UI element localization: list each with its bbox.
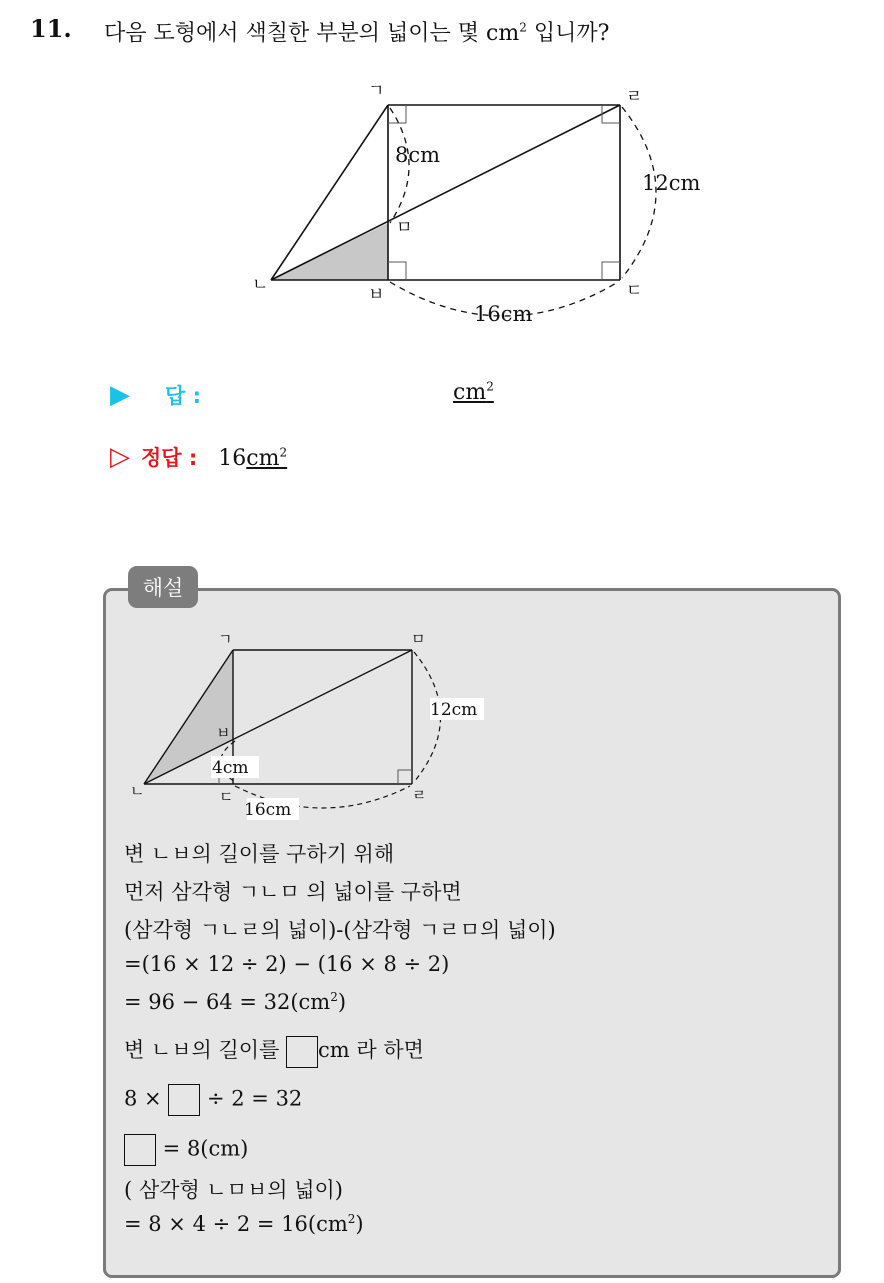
correct-answer-row: [110, 442, 287, 472]
explanation-line-7: [124, 1084, 302, 1116]
length-12cm: 12cm: [642, 171, 701, 195]
explanation-line-5-sup: 2: [330, 990, 338, 1004]
explanation-line-10-main: = 8 × 4 ÷ 2 = 16(cm: [124, 1212, 348, 1236]
question-text-main: 다음 도형에서 색칠한 부분의 넓이는 몇 cm: [104, 21, 520, 46]
explanation-line-9: ( 삼각형 ㄴㅁㅂ의 넓이): [124, 1178, 343, 1202]
correct-arrow-icon: ▷: [110, 442, 130, 472]
right-angle-mark: [602, 105, 620, 123]
label-n: ㄴ: [252, 275, 269, 295]
answer-arrow-icon: ▶: [110, 380, 130, 410]
explanation-line-5-main: = 96 − 64 = 32(cm: [124, 990, 331, 1014]
explanation-line-6-before: 변 ㄴㅂ의 길이를: [124, 1038, 287, 1062]
correct-label: 정답 :: [141, 446, 198, 470]
explanation-line-3: (삼각형 ㄱㄴㄹ의 넓이)-(삼각형 ㄱㄹㅁ의 넓이): [124, 918, 556, 942]
length-4cm: 4cm: [212, 758, 249, 778]
explanation-line-8-after: = 8(cm): [156, 1136, 249, 1161]
answer-unit: [453, 380, 494, 405]
explanation-line-8: [124, 1134, 248, 1166]
explanation-line-7-before: 8 ×: [124, 1086, 169, 1111]
answer-blank[interactable]: [453, 380, 494, 405]
length-16cm: 16cm: [474, 302, 533, 326]
question-text-sup: 2: [519, 20, 527, 35]
explanation-line-2: 먼저 삼각형 ㄱㄴㅁ 의 넓이를 구하면: [124, 880, 462, 904]
explanation-line-4: =(16 × 12 ÷ 2) − (16 × 8 ÷ 2): [124, 952, 450, 976]
question-text-end: 입니까?: [526, 21, 610, 46]
label-n: ㄴ: [130, 782, 145, 800]
answer-unit-sup: 2: [486, 380, 494, 394]
length-16cm: 16cm: [244, 800, 292, 820]
explanation-line-10-sup: 2: [347, 1212, 356, 1226]
explanation-line-5: [124, 990, 346, 1014]
blank-box: [168, 1084, 200, 1116]
answer-unit-text: cm: [453, 380, 487, 406]
explanation-line-10-end: ): [355, 1212, 364, 1236]
label-d: ㄷ: [219, 788, 234, 806]
blank-box: [124, 1134, 156, 1166]
length-12cm: 12cm: [430, 700, 478, 720]
label-g: ㄱ: [368, 81, 385, 101]
length-8cm: 8cm: [395, 143, 441, 167]
answer-label: 답 :: [165, 384, 201, 408]
label-m: ㅁ: [411, 630, 426, 648]
explanation-line-10: [124, 1212, 364, 1236]
explanation-line-5-end: ): [337, 990, 347, 1014]
label-g: ㄱ: [218, 630, 233, 648]
explanation-figure: [122, 630, 502, 825]
right-angle-mark: [602, 262, 620, 280]
correct-unit: [246, 446, 287, 471]
right-angle-mark: [388, 262, 406, 280]
right-angle-mark: [398, 770, 412, 784]
label-d: ㄷ: [626, 281, 643, 301]
problem-figure: [240, 78, 710, 328]
correct-value: 16: [218, 446, 247, 471]
answer-row: [110, 380, 201, 410]
blank-box: [286, 1036, 318, 1068]
correct-unit-sup: 2: [279, 445, 288, 460]
correct-unit-text: cm: [246, 446, 280, 471]
explanation-line-6-after: cm 라 하면: [318, 1038, 424, 1062]
question-text: [104, 16, 609, 47]
label-r: ㄹ: [412, 786, 427, 804]
label-r: ㄹ: [626, 87, 643, 107]
edge-n-m: [144, 650, 412, 784]
question-number: 11.: [30, 14, 72, 43]
label-b: ㅂ: [368, 285, 385, 305]
label-b: ㅂ: [216, 724, 231, 742]
label-m: ㅁ: [396, 218, 413, 238]
explanation-line-6: [124, 1034, 424, 1068]
explanation-line-7-after: ÷ 2 = 32: [200, 1086, 303, 1111]
explanation-tab: 해설: [128, 566, 198, 608]
explanation-line-1: 변 ㄴㅂ의 길이를 구하기 위해: [124, 842, 395, 866]
edge-n-r: [271, 105, 620, 280]
